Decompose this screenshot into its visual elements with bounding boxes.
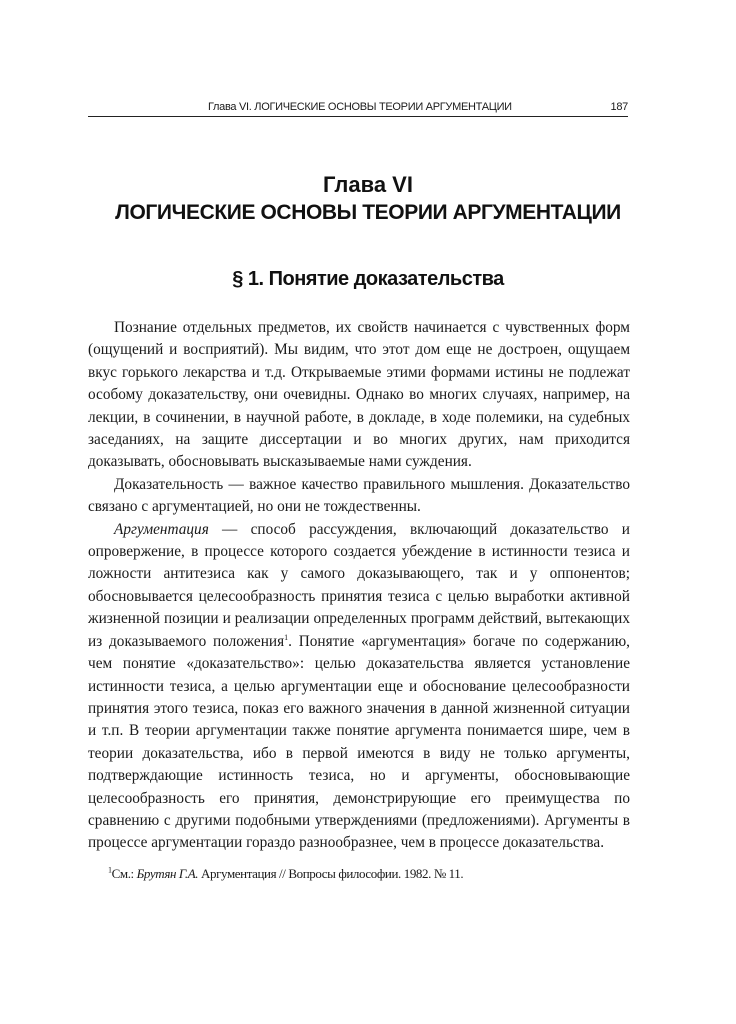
paragraph-2: Доказательность — важное качество правильного мышления. Доказательство связано с аргументацией, но они не тождественны.: [88, 475, 630, 516]
footnote-mark: 1: [108, 865, 112, 875]
running-title: Глава VI. ЛОГИЧЕСКИЕ ОСНОВЫ ТЕОРИИ АРГУМЕНТАЦИИ: [208, 101, 512, 113]
paragraph-3-continuation: . Понятие «аргументация» богаче по содержанию, чем понятие «доказательство»: целью доказательства является установление истинности тезиса, а целью аргументации еще и обоснование целесообразности принятия этого тезиса, показ его важного значения в данной жизненной ситуации и т.п. В теории аргументации также понятие аргумента понимается шире, чем в теории доказательства, ибо в первой имеются в виду не только аргументы, подтверждающие истинность тезиса, но и аргументы, обосновывающие целесообразность его принятия, демонстрирующие его преимущества по сравнению с другими подобными утверждениями (предложениями). Аргументы в процессе аргументации гораздо разнообразнее, чем в процессе доказательства.: [88, 632, 631, 852]
page-number: 187: [610, 101, 628, 113]
footnote-author: Брутян Г.А.: [136, 866, 199, 881]
term-argumentation: Аргументация: [114, 520, 209, 538]
running-header: [88, 100, 628, 117]
section-title: § 1. Понятие доказательства: [232, 268, 504, 290]
chapter-title: ЛОГИЧЕСКИЕ ОСНОВЫ ТЕОРИИ АРГУМЕНТАЦИИ: [115, 201, 621, 224]
paragraph-1: Познание отдельных предметов, их свойств начинается с чувственных форм (ощущений и восприятий). Мы видим, что этот дом еще не достроен, ощущаем вкус горького лекарства и т.д. Открываемые этими формами истины не подлежат особому доказательству, они очевидны. Однако во многих случаях, например, на лекции, в сочинении, в научной работе, в докладе, в ходе полемики, на судебных заседаниях, на защите диссертации и во многих других, нам приходится доказывать, обосновывать высказываемые нами суждения.: [88, 319, 630, 471]
paragraph-3: [88, 519, 630, 855]
footnote: [108, 866, 628, 882]
body-text: [88, 317, 630, 855]
chapter-number: Глава VI: [323, 172, 413, 197]
footnote-prefix: См.:: [111, 866, 137, 881]
paragraph-3-text: — способ рассуждения, включающий доказательство и опровержение, в процессе которого создается убеждение в истинности тезиса и ложности антитезиса как у самого доказывающего, так и у оппонентов; обосновывается целесообразность принятия тезиса с целью выработки активной жизненной позиции и реализации определенных программ действий, вытекающих из доказываемого положения: [88, 520, 630, 650]
footnote-reference: 1: [284, 632, 289, 642]
footnote-text: Аргументация // Вопросы философии. 1982. № 11.: [198, 866, 464, 881]
